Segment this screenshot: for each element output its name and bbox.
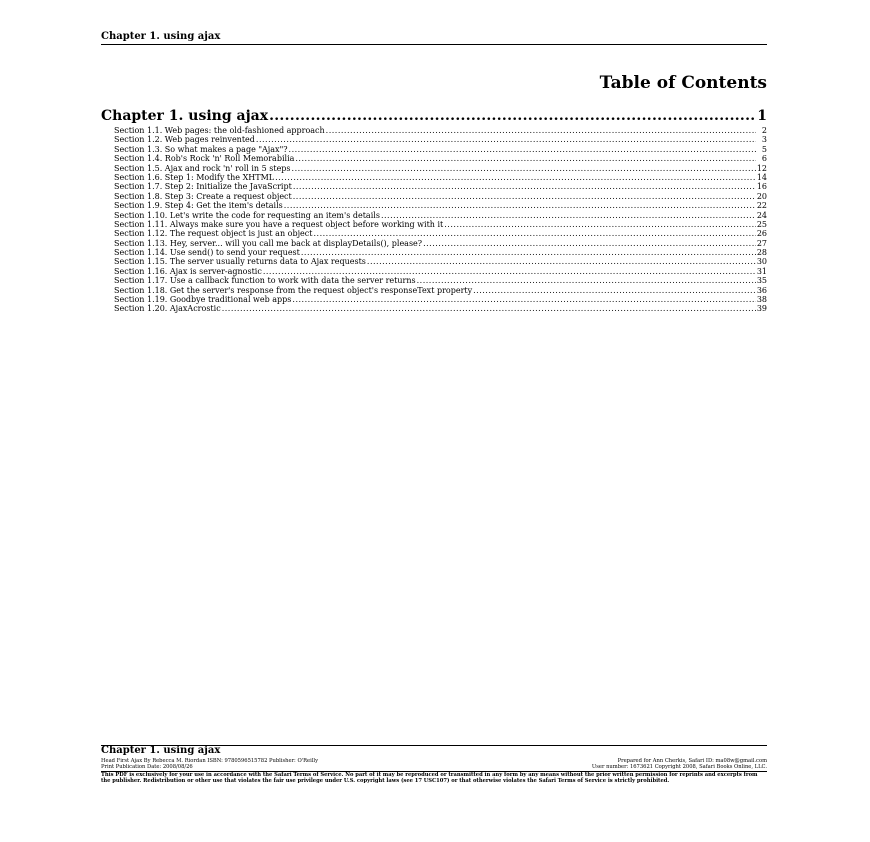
footer-user-copyright: User number: 1673621 Copyright 2008, Safari Books Online, LLC. [591, 764, 767, 770]
toc-section-title: Section 1.12. The request object is just an object [114, 229, 313, 239]
toc-section-title: Section 1.16. Ajax is server-agnostic [114, 266, 262, 276]
toc-chapter-title: Chapter 1. using ajax [101, 108, 269, 124]
toc-section-entry[interactable] [114, 239, 767, 248]
toc-section-entry[interactable] [114, 135, 767, 144]
toc-section-entry[interactable] [114, 267, 767, 276]
toc-section-page: 39 [756, 304, 767, 314]
footer-line-2 [101, 764, 767, 770]
toc-section-entry[interactable] [114, 295, 767, 304]
toc-leader-dots [284, 201, 756, 210]
toc-section-page: 31 [756, 266, 767, 276]
footer-pub-date: Print Publication Date: 2008/08/26 [101, 764, 193, 770]
toc-section-title: Section 1.7. Step 2: Initialize the JavaScript [114, 182, 292, 192]
toc-section-entry[interactable] [114, 211, 767, 220]
toc-section-entry[interactable] [114, 220, 767, 229]
toc-section-title: Section 1.20. AjaxAcrostic [114, 304, 221, 314]
toc-leader-dots [292, 295, 755, 304]
toc-section-page: 12 [756, 163, 767, 173]
toc-section-page: 6 [761, 154, 767, 164]
toc-leader-dots [222, 304, 756, 313]
toc-section-title: Section 1.4. Rob's Rock 'n' Roll Memorabilia [114, 154, 295, 164]
toc-leader-dots [444, 220, 756, 229]
toc-section-title: Section 1.15. The server usually returns data to Ajax requests [114, 257, 366, 267]
toc-section-list [114, 126, 767, 314]
toc-leader-dots [269, 108, 756, 125]
toc-section-page: 25 [756, 219, 767, 229]
toc-section-entry[interactable] [114, 201, 767, 210]
toc-section-page: 20 [756, 191, 767, 201]
footer-book-info: Head First Ajax By Rebecca M. Riordan ISBN: 9780596515782 Publisher: O'Reilly [101, 758, 319, 764]
toc-section-page: 28 [756, 248, 767, 258]
header-rule [101, 44, 767, 45]
toc-leader-dots [367, 257, 756, 266]
toc-chapter-page: 1 [757, 108, 767, 124]
toc-section-title: Section 1.19. Goodbye traditional web apps [114, 295, 292, 305]
toc-section-entry[interactable] [114, 276, 767, 285]
toc-section-entry[interactable] [114, 192, 767, 201]
toc-section-entry[interactable] [114, 164, 767, 173]
toc-section-page: 36 [756, 285, 767, 295]
toc-section-entry[interactable] [114, 248, 767, 257]
toc-section-page: 26 [756, 229, 767, 239]
toc-section-entry[interactable] [114, 145, 767, 154]
toc-section-page: 35 [756, 276, 767, 286]
toc-leader-dots [293, 182, 756, 191]
running-header: Chapter 1. using ajax [101, 31, 221, 42]
toc-section-entry[interactable] [114, 229, 767, 238]
toc-leader-dots [313, 229, 755, 238]
toc-title: Table of Contents [599, 73, 767, 93]
toc-leader-dots [256, 135, 756, 144]
toc-section-title: Section 1.6. Step 1: Modify the XHTML [114, 172, 275, 182]
toc-section-page: 14 [756, 172, 767, 182]
toc-leader-dots [381, 211, 756, 220]
toc-leader-dots [263, 267, 756, 276]
toc-section-title: Section 1.9. Step 4: Get the item's details [114, 201, 283, 211]
footer-legal-notice: This PDF is exclusively for your use in accordance with the Safari Terms of Service. No part of it may be reproduced or transmitted in any form by any means without the prior written permission for reprints and excerpts from the publisher. Redistribution or other use that violates the fair use privilege under U.S. copyright laws (see 17 USC107) or that otherwise violates the Safari Terms of Service is strictly prohibited. [101, 772, 758, 785]
toc-leader-dots [326, 126, 756, 135]
toc-section-title: Section 1.17. Use a callback function to work with data the server returns [114, 276, 416, 286]
toc-section-page: 16 [756, 182, 767, 192]
toc-leader-dots [417, 276, 756, 285]
toc-section-title: Section 1.11. Always make sure you have a request object before working with it [114, 219, 444, 229]
toc-section-page: 3 [761, 135, 767, 145]
toc-leader-dots [293, 192, 756, 201]
toc-section-page: 38 [756, 295, 767, 305]
toc-section-title: Section 1.3. So what makes a page "Ajax"? [114, 144, 288, 154]
toc-section-entry[interactable] [114, 257, 767, 266]
toc-section-entry[interactable] [114, 304, 767, 313]
toc-section-title: Section 1.1. Web pages: the old-fashioned approach [114, 126, 325, 135]
toc-section-page: 27 [756, 238, 767, 248]
toc-section-page: 22 [756, 201, 767, 211]
toc-leader-dots [289, 145, 756, 154]
toc-section-entry[interactable] [114, 182, 767, 191]
toc-chapter-entry[interactable] [101, 108, 767, 125]
toc-section-page: 24 [756, 210, 767, 220]
toc-leader-dots [473, 286, 756, 295]
toc-section-title: Section 1.2. Web pages reinvented [114, 135, 255, 145]
toc-section-title: Section 1.13. Hey, server... will you call me back at displayDetails(), please? [114, 238, 423, 248]
toc-section-page: 2 [761, 126, 767, 135]
toc-section-entry[interactable] [114, 126, 767, 135]
toc-section-title: Section 1.10. Let's write the code for requesting an item's details [114, 210, 380, 220]
toc-leader-dots [292, 164, 756, 173]
toc-section-title: Section 1.18. Get the server's response from the request object's responseText property [114, 285, 473, 295]
toc-section-entry[interactable] [114, 154, 767, 163]
toc-section-page: 5 [761, 144, 767, 154]
toc-leader-dots [301, 248, 756, 257]
footer-title: Chapter 1. using ajax [101, 745, 221, 756]
toc-section-title: Section 1.5. Ajax and rock 'n' roll in 5 steps [114, 163, 291, 173]
toc-leader-dots [423, 239, 756, 248]
toc-leader-dots [295, 154, 756, 163]
toc-section-entry[interactable] [114, 173, 767, 182]
toc-leader-dots [275, 173, 756, 182]
toc-section-title: Section 1.8. Step 3: Create a request object [114, 191, 292, 201]
toc-section-entry[interactable] [114, 286, 767, 295]
toc-section-title: Section 1.14. Use send() to send your request [114, 248, 300, 258]
footer-prepared-for: Prepared for Ann Cherkis, Safari ID: ma08w@gmail.com [617, 758, 767, 764]
toc-section-page: 30 [756, 257, 767, 267]
